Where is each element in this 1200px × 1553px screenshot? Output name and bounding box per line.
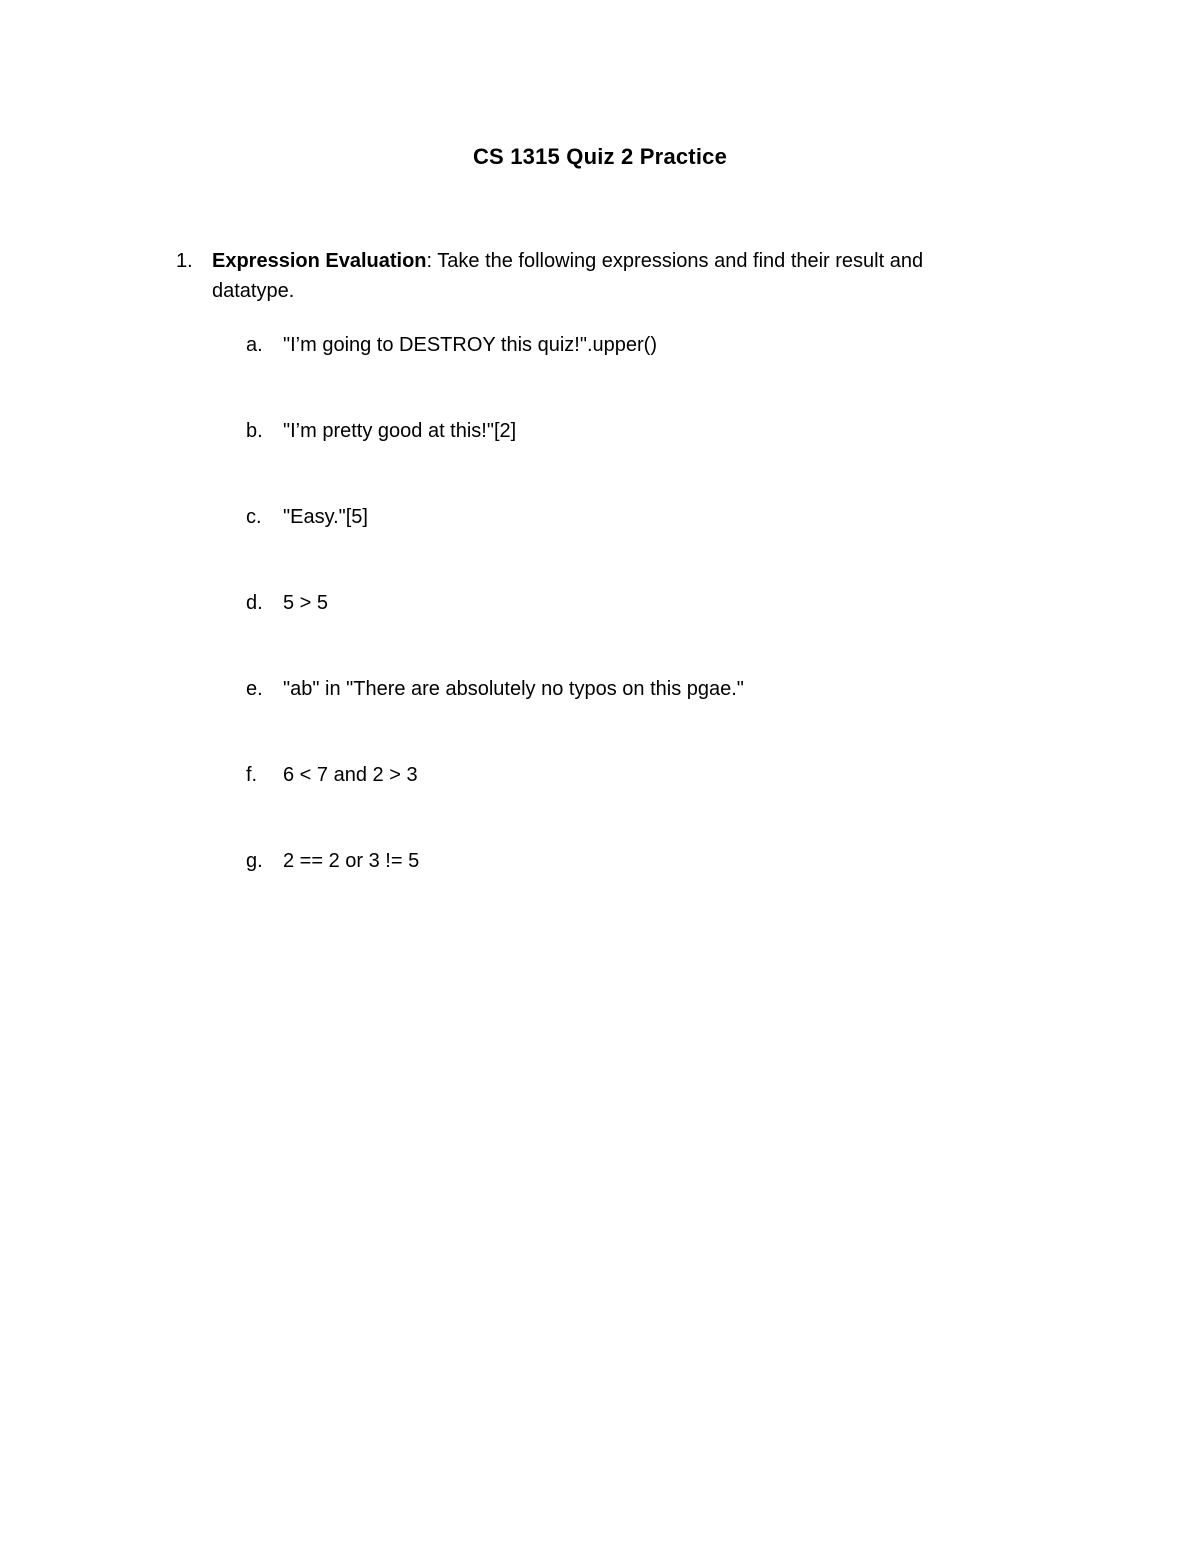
item-expression: 5 > 5 — [283, 592, 329, 614]
item-letter: a. — [246, 334, 263, 356]
item-expression: "I’m going to DESTROY this quiz!".upper() — [283, 334, 657, 356]
item-expression: "I’m pretty good at this!"[2] — [283, 420, 517, 442]
list-item — [246, 846, 1046, 932]
page-title: CS 1315 Quiz 2 Practice — [472, 144, 728, 169]
item-letter: e. — [246, 678, 263, 700]
question-instructions: : Take the following expressions and find their result and datatype. — [212, 250, 924, 302]
list-item — [246, 588, 1046, 674]
question-prompt — [212, 246, 996, 306]
item-letter: f. — [246, 764, 258, 786]
item-expression: "ab" in "There are absolutely no typos on this pgae." — [283, 678, 744, 700]
expression-list — [246, 330, 1046, 932]
item-letter: b. — [246, 420, 263, 442]
item-letter: c. — [246, 506, 262, 528]
question-number: 1. — [176, 250, 193, 272]
item-expression: 6 < 7 and 2 > 3 — [283, 764, 418, 786]
list-item — [246, 416, 1046, 502]
item-expression: 2 == 2 or 3 != 5 — [283, 850, 420, 872]
question-1 — [176, 246, 996, 306]
item-letter: g. — [246, 850, 263, 872]
item-letter: d. — [246, 592, 263, 614]
list-item — [246, 330, 1046, 416]
list-item — [246, 502, 1046, 588]
item-expression: "Easy."[5] — [283, 506, 368, 528]
question-label: Expression Evaluation — [212, 250, 427, 272]
list-item — [246, 674, 1046, 760]
list-item — [246, 760, 1046, 846]
